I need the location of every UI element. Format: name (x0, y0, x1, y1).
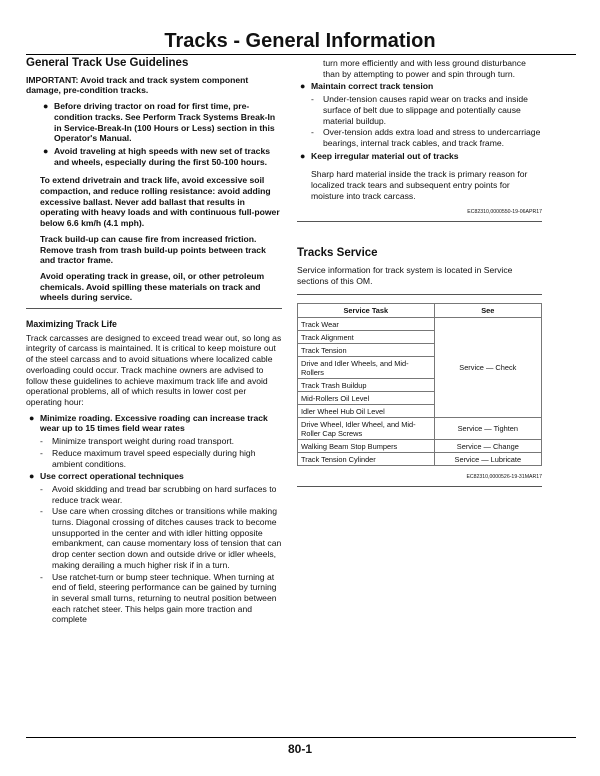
dash-item: - Avoid skidding and tread bar scrubbing on hard surfaces to reduce track wear. (40, 483, 277, 505)
table-row (298, 453, 542, 466)
table-cell: Track Wear (298, 318, 435, 331)
bullet-icon: ● (300, 81, 306, 92)
bullet-operational-techniques: ● Use correct operational techniques (29, 471, 184, 482)
sharp-material-paragraph: Sharp hard material inside the track is primary reason for localized track tears and subsequent entry points for moisture into track carcass. (311, 169, 528, 201)
table-cell: Track Tension (298, 344, 435, 357)
table-cell: Service — Check (434, 318, 541, 418)
important-bullet: ● Before driving tractor on road for first time, pre-condition tracks. See Perform Track Systems Break-In in Service-Break-In (100 Hours or Less) section in this Operator's Manual. (43, 101, 276, 144)
intro-paragraph: Track carcasses are designed to exceed tread wear out, so long as integrity of carcass is maintained. It is critical to keep moisture out of the steel carcass and to avoid situations where localized cable overloading could occur. Track machine owners are advised to follow these guidelines to achieve maximum track life and avoid operational problems, all of which results in lower cost per operating hour: (26, 332, 282, 407)
important-block (26, 101, 282, 303)
sub-heading-maximizing: Maximizing Track Life (26, 319, 117, 330)
service-table (297, 303, 542, 466)
table-cell: Mid-Rollers Oil Level (298, 392, 435, 405)
bold-paragraph: To extend drivetrain and track life, avoid excessive soil compaction, and reduce rolling resistance: avoid adding excessive ballast. Never add ballast that results in operating with heavy loads and with continuous full-power below 6.6 km/h (4.1 mph). (40, 175, 280, 229)
bullet-minimize-roading: ● Minimize roading. Excessive roading can increase track wear up to 15 times field wear rates (29, 412, 268, 434)
page-number: 80-1 (287, 742, 313, 756)
dash-item: - Over-tension adds extra load and stress to undercarriage bearings, internal track cables, and track frame. (311, 127, 541, 148)
bottom-rule (26, 737, 576, 738)
table-cell: Drive and Idler Wheels, and Mid-Rollers (298, 357, 435, 379)
table-row (298, 418, 542, 440)
service-table-wrapper (297, 294, 542, 466)
top-rule (26, 54, 576, 55)
dash-item: - Under-tension causes rapid wear on tracks and inside surface of belt due to slippage and potentially cause material buildup. (311, 94, 528, 126)
bold-paragraph: Track build-up can cause fire from increased friction. Remove trash from trash build-up points between track and tractor frame. (40, 233, 266, 266)
dash-item: - Use care when crossing ditches or transitions while making turns. Diagonal crossing of ditches causes track to become unsupported in the center and with idler hitting opposite embankment, can cause momentary loss of tension that can drop center section down and outside drive or idler wheels, making derailing a much higher risk if in a turn. (40, 506, 282, 570)
table-header-row (298, 304, 542, 318)
table-cell: Track Alignment (298, 331, 435, 344)
table-cell: Idler Wheel Hub Oil Level (298, 405, 435, 418)
table-cell: Track Trash Buildup (298, 379, 435, 392)
continued-text: turn more efficiently and with less ground disturbance than by attempting to power and spin through turn. (323, 58, 526, 79)
table-cell: Service — Change (434, 440, 541, 453)
right-column (297, 58, 542, 487)
table-cell: Service — Tighten (434, 418, 541, 440)
bullet-icon: ● (43, 101, 49, 112)
important-bullet: ● Avoid traveling at high speeds with new set of tracks and wheels, especially during the first 50-100 hours. (43, 145, 271, 167)
bullet-icon: ● (43, 145, 49, 156)
bold-paragraph: Avoid operating track in grease, oil, or other petroleum chemicals. Avoid spilling these materials on track and wheels during service. (40, 270, 265, 303)
bullet-icon: ● (29, 471, 35, 482)
table-cell: Walking Beam Stop Bumpers (298, 440, 435, 453)
bullet-icon: ● (300, 150, 306, 161)
reference-code: EC82310,0000550-19-06APR17 (297, 207, 542, 222)
reference-code: EC82310,0000526-19-31MAR17 (297, 472, 542, 487)
section-heading-general: General Track Use Guidelines (26, 57, 189, 69)
table-header: Service Task (298, 304, 435, 318)
bullet-irregular-material: ● Keep irregular material out of tracks (300, 150, 459, 161)
page-title: Tracks - General Information (164, 30, 436, 52)
table-cell: Track Tension Cylinder (298, 453, 435, 466)
section-heading-service: Tracks Service (297, 247, 378, 260)
service-intro: Service information for track system is located in Service sections of this OM. (297, 264, 513, 286)
dash-item: - Reduce maximum travel speed especially during high ambient conditions. (40, 447, 256, 469)
table-cell: Drive Wheel, Idler Wheel, and Mid-Roller Cap Screws (298, 418, 435, 440)
table-cell: Service — Lubricate (434, 453, 541, 466)
dash-item: - Use ratchet-turn or bump steer technique. When turning at end of field, steering performance can be gained by turning in several small turns, returning to neutral position between each ratchet steer. This helps gain more traction and complete (40, 571, 277, 625)
important-intro: IMPORTANT: Avoid track and track system component damage, pre-condition tracks. (26, 74, 249, 96)
table-row (298, 318, 542, 331)
bullet-track-tension: ● Maintain correct track tension (300, 81, 434, 92)
dash-item: - Minimize transport weight during road transport. (40, 436, 234, 447)
table-row (298, 440, 542, 453)
left-column (26, 58, 282, 626)
bullet-icon: ● (29, 412, 35, 423)
table-header: See (434, 304, 541, 318)
